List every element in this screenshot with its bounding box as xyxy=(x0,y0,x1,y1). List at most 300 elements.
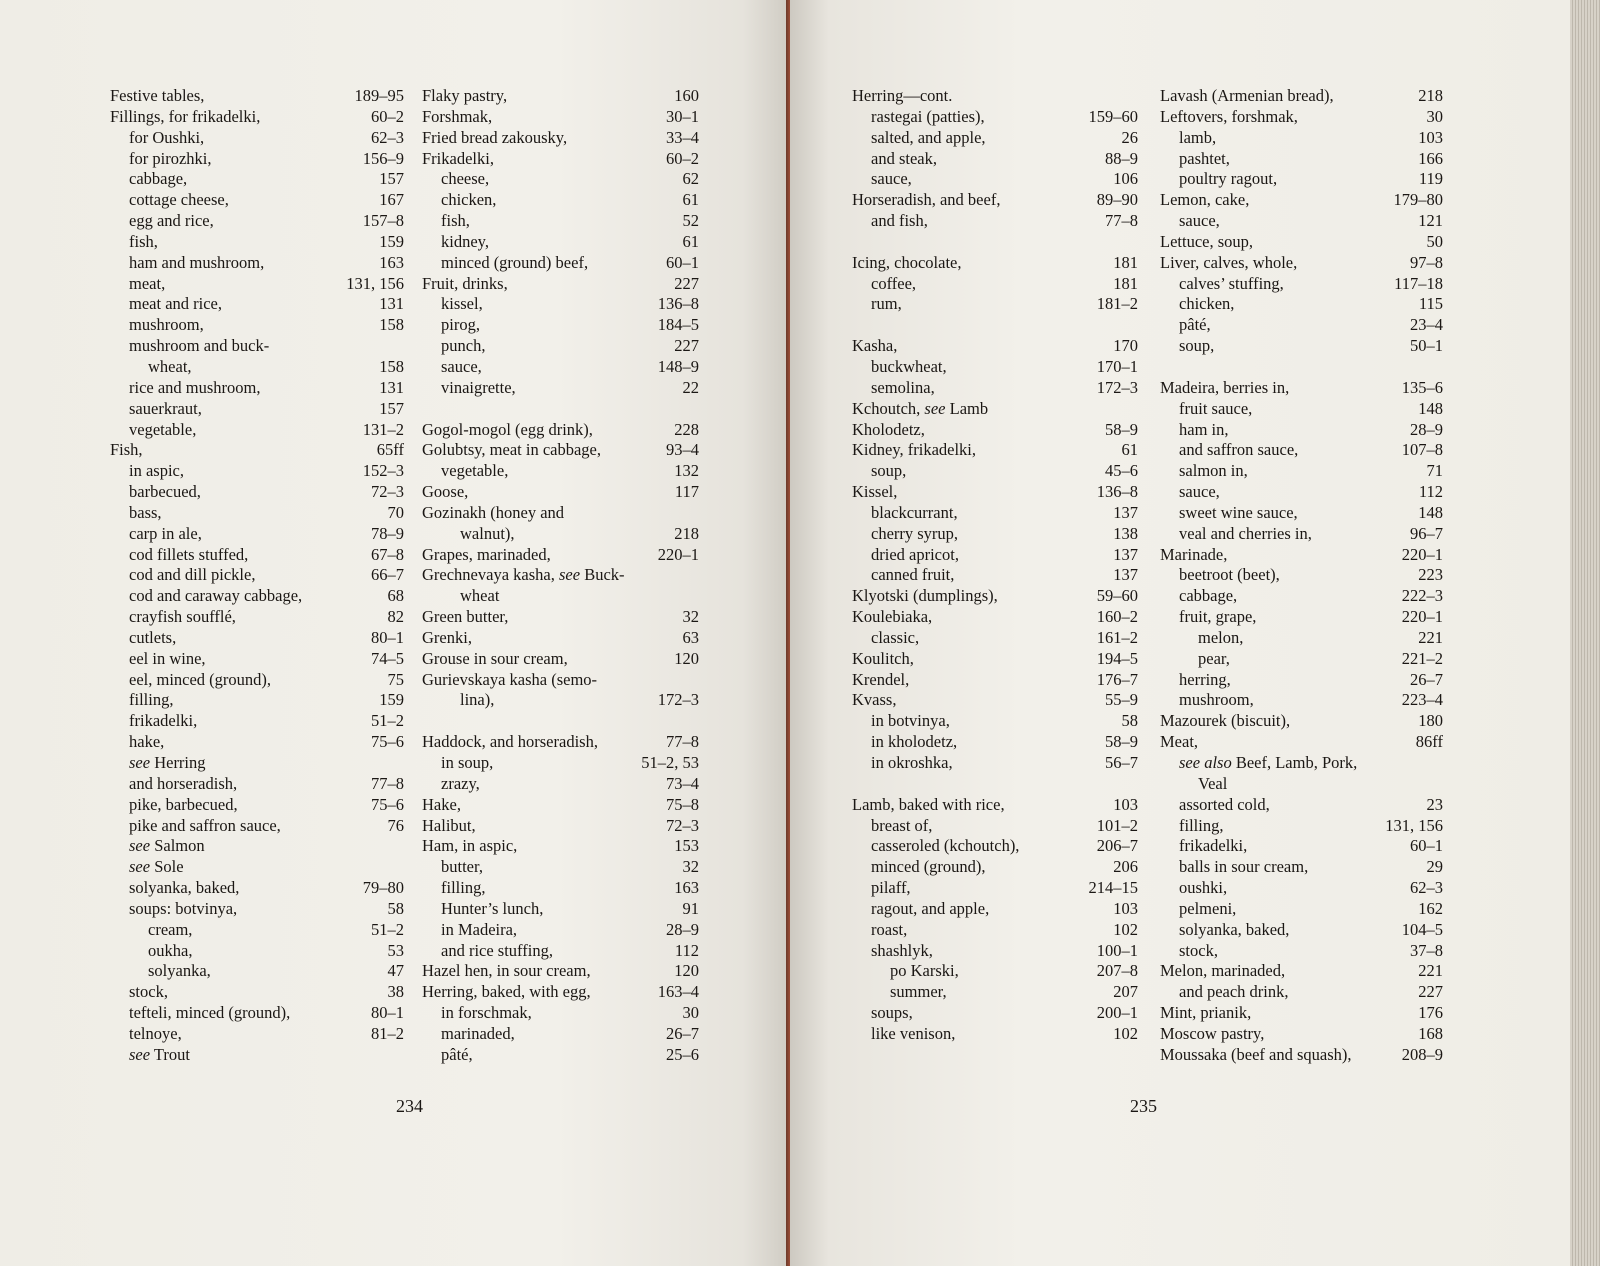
index-entry xyxy=(852,774,1138,795)
index-page-ref: 96–7 xyxy=(1410,523,1443,543)
index-entry xyxy=(852,711,1138,732)
index-entry xyxy=(422,149,699,170)
index-term: lamb, xyxy=(1179,127,1217,147)
index-entry xyxy=(852,399,1138,420)
index-page-ref: 222–3 xyxy=(1401,586,1443,606)
index-entry xyxy=(422,941,699,962)
index-entry xyxy=(1160,711,1443,732)
index-entry xyxy=(852,816,1138,837)
index-page-ref: 58–9 xyxy=(1105,732,1138,752)
index-entry xyxy=(422,1024,699,1045)
index-entry xyxy=(1160,357,1443,378)
index-entry xyxy=(852,565,1138,586)
index-entry xyxy=(422,86,699,107)
index-entry xyxy=(1160,732,1443,753)
index-term: mushroom, xyxy=(1179,690,1254,710)
index-term: Kasha, xyxy=(852,336,898,356)
index-entry xyxy=(852,86,1138,107)
index-page-ref: 30 xyxy=(682,1003,699,1023)
index-term: meat, xyxy=(129,273,166,293)
index-page-ref: 206–7 xyxy=(1096,836,1138,856)
index-term: Lavash (Armenian bread), xyxy=(1160,86,1334,105)
index-term: bass, xyxy=(129,502,162,522)
index-term: Goose, xyxy=(422,482,469,502)
index-page-ref: 58–9 xyxy=(1105,419,1138,439)
index-term: in botvinya, xyxy=(871,711,950,731)
index-entry xyxy=(1160,190,1443,211)
index-term: minced (ground), xyxy=(871,857,986,877)
index-term: Haddock, and horseradish, xyxy=(422,732,598,752)
index-entry xyxy=(422,211,699,232)
index-page-ref: 131 xyxy=(379,294,404,314)
index-page-ref: 220–1 xyxy=(1401,607,1443,627)
index-page-ref: 131–2 xyxy=(362,419,404,439)
index-page-ref: 50–1 xyxy=(1410,336,1443,356)
index-entry xyxy=(422,232,699,253)
index-term: see Salmon xyxy=(129,836,205,856)
index-entry xyxy=(110,920,404,941)
index-page-ref: 181 xyxy=(1113,273,1138,293)
index-entry xyxy=(852,149,1138,170)
page-number-right: 235 xyxy=(1130,1096,1157,1116)
index-term: chicken, xyxy=(1179,294,1235,314)
index-term: Koulitch, xyxy=(852,648,914,668)
index-page-ref: 103 xyxy=(1113,898,1138,918)
index-entry xyxy=(422,670,699,691)
index-entry xyxy=(422,565,699,586)
index-term: Horseradish, and beef, xyxy=(852,190,1001,210)
index-entry xyxy=(110,565,404,586)
index-page-ref: 223–4 xyxy=(1401,690,1443,710)
index-term: roast, xyxy=(871,919,908,939)
index-entry xyxy=(422,690,699,711)
index-entry xyxy=(852,232,1138,253)
index-entry xyxy=(422,982,699,1003)
index-term: cheese, xyxy=(441,169,490,189)
index-page-ref: 62–3 xyxy=(371,127,404,147)
index-term: cottage cheese, xyxy=(129,190,229,210)
index-entry xyxy=(1160,961,1443,982)
index-entry xyxy=(422,524,699,545)
index-entry xyxy=(110,315,404,336)
index-entry xyxy=(110,649,404,670)
index-term: Kholodetz, xyxy=(852,419,925,439)
index-entry xyxy=(1160,107,1443,128)
index-entry xyxy=(110,232,404,253)
index-term: telnoye, xyxy=(129,1023,182,1043)
index-entry xyxy=(1160,878,1443,899)
index-page-ref: 157 xyxy=(379,398,404,418)
index-page-ref: 120 xyxy=(674,648,699,668)
index-entry xyxy=(422,899,699,920)
index-page-ref: 102 xyxy=(1113,919,1138,939)
index-term: Halibut, xyxy=(422,815,476,835)
index-entry xyxy=(1160,294,1443,315)
index-entry xyxy=(1160,816,1443,837)
index-page-ref: 194–5 xyxy=(1096,648,1138,668)
index-page-ref: 207–8 xyxy=(1096,961,1138,981)
index-entry xyxy=(852,607,1138,628)
index-page-ref: 72–3 xyxy=(666,815,699,835)
index-entry xyxy=(1160,857,1443,878)
index-term: soup, xyxy=(871,461,907,481)
index-term: pilaff, xyxy=(871,878,911,898)
index-page-ref: 55–9 xyxy=(1105,690,1138,710)
index-page-ref: 60–2 xyxy=(371,106,404,126)
index-term: crayfish soufflé, xyxy=(129,607,236,627)
index-page-ref: 136–8 xyxy=(1096,482,1138,502)
index-term: rastegai (patties), xyxy=(871,106,985,126)
index-entry xyxy=(1160,1024,1443,1045)
index-entry xyxy=(1160,524,1443,545)
index-term: mushroom, xyxy=(129,315,204,335)
index-page-ref: 77–8 xyxy=(1105,211,1138,231)
index-page-ref: 221–2 xyxy=(1401,648,1443,668)
index-page-ref: 131, 156 xyxy=(1385,815,1443,835)
index-entry xyxy=(422,628,699,649)
index-term: pike, barbecued, xyxy=(129,794,238,814)
index-entry xyxy=(852,482,1138,503)
index-page-ref: 23 xyxy=(1426,794,1443,814)
index-entry xyxy=(422,461,699,482)
index-page-ref: 223 xyxy=(1418,565,1443,585)
index-entry xyxy=(852,878,1138,899)
index-entry xyxy=(110,524,404,545)
index-entry xyxy=(110,253,404,274)
index-entry xyxy=(110,857,404,878)
index-term: see also Beef, Lamb, Pork, xyxy=(1179,753,1358,772)
index-column-right-2 xyxy=(1160,86,1443,1066)
index-page-ref: 220–1 xyxy=(657,544,699,564)
index-entry xyxy=(1160,586,1443,607)
index-entry xyxy=(422,378,699,399)
index-term: Leftovers, forshmak, xyxy=(1160,106,1298,126)
index-term: carp in ale, xyxy=(129,523,202,543)
index-page-ref: 73–4 xyxy=(666,773,699,793)
index-entry xyxy=(1160,920,1443,941)
index-term: in kholodetz, xyxy=(871,732,958,752)
index-page-ref: 176–7 xyxy=(1096,669,1138,689)
index-term: calves’ stuffing, xyxy=(1179,273,1284,293)
page-edges xyxy=(1570,0,1600,1266)
index-term: Herring, baked, with egg, xyxy=(422,982,591,1002)
index-entry xyxy=(110,420,404,441)
index-entry xyxy=(422,920,699,941)
index-page-ref: 153 xyxy=(674,836,699,856)
index-page-ref: 30–1 xyxy=(666,106,699,126)
index-page-ref: 71 xyxy=(1426,461,1443,481)
index-page-ref: 137 xyxy=(1113,544,1138,564)
index-page-ref: 157–8 xyxy=(362,211,404,231)
index-term: assorted cold, xyxy=(1179,794,1270,814)
index-page-ref: 68 xyxy=(387,586,404,606)
index-page-ref: 58 xyxy=(1121,711,1138,731)
index-page-ref: 115 xyxy=(1418,294,1443,314)
index-term: summer, xyxy=(890,982,947,1002)
index-term: chicken, xyxy=(441,190,497,210)
index-term: Fried bread zakousky, xyxy=(422,127,568,147)
index-entry xyxy=(852,545,1138,566)
index-term: shashlyk, xyxy=(871,940,933,960)
index-entry xyxy=(852,690,1138,711)
index-entry xyxy=(852,795,1138,816)
index-term: vegetable, xyxy=(441,461,509,481)
index-entry xyxy=(422,545,699,566)
index-page-ref: 80–1 xyxy=(371,1003,404,1023)
index-term: frikadelki, xyxy=(1179,836,1248,856)
index-entry xyxy=(852,586,1138,607)
index-entry xyxy=(852,732,1138,753)
index-page-ref: 170–1 xyxy=(1096,356,1138,376)
index-entry xyxy=(422,649,699,670)
index-term: Hazel hen, in sour cream, xyxy=(422,961,591,981)
index-entry xyxy=(1160,253,1443,274)
index-entry xyxy=(1160,232,1443,253)
index-page-ref: 138 xyxy=(1113,523,1138,543)
index-term: Green butter, xyxy=(422,607,509,627)
index-entry xyxy=(422,420,699,441)
right-page xyxy=(790,0,1570,1266)
index-page-ref: 120 xyxy=(674,961,699,981)
index-page-ref: 180 xyxy=(1418,711,1443,731)
index-entry xyxy=(852,357,1138,378)
index-entry xyxy=(422,253,699,274)
index-entry xyxy=(1160,274,1443,295)
index-entry xyxy=(852,190,1138,211)
index-page-ref: 22 xyxy=(682,377,699,397)
index-page-ref: 30 xyxy=(1426,106,1443,126)
index-term: walnut), xyxy=(460,523,515,543)
index-entry xyxy=(422,107,699,128)
index-entry xyxy=(1160,169,1443,190)
index-entry xyxy=(110,878,404,899)
index-term: fruit, grape, xyxy=(1179,607,1257,627)
index-term: and saffron sauce, xyxy=(1179,440,1299,460)
index-entry xyxy=(852,836,1138,857)
index-term: Kissel, xyxy=(852,482,898,502)
index-term: fish, xyxy=(129,231,158,251)
index-term: in okroshka, xyxy=(871,753,953,772)
index-entry xyxy=(1160,690,1443,711)
index-page-ref: 33–4 xyxy=(666,127,699,147)
index-entry xyxy=(110,711,404,732)
index-page-ref: 148 xyxy=(1418,398,1443,418)
index-entry xyxy=(1160,1045,1443,1066)
index-term: Golubtsy, meat in cabbage, xyxy=(422,440,602,460)
index-entry xyxy=(852,315,1138,336)
index-page-ref: 119 xyxy=(1418,169,1443,189)
index-page-ref: 80–1 xyxy=(371,627,404,647)
index-term: Icing, chocolate, xyxy=(852,252,962,272)
index-page-ref: 26 xyxy=(1121,127,1138,147)
index-page-ref: 161–2 xyxy=(1096,627,1138,647)
index-term: Moussaka (beef and squash), xyxy=(1160,1044,1352,1064)
index-page-ref: 214–15 xyxy=(1088,878,1138,898)
index-entry xyxy=(422,753,699,774)
index-page-ref: 218 xyxy=(674,523,699,543)
index-page-ref: 159 xyxy=(379,231,404,251)
index-page-ref: 62 xyxy=(682,169,699,189)
index-term: marinaded, xyxy=(441,1023,515,1043)
index-term: eel, minced (ground), xyxy=(129,669,272,689)
index-page-ref: 62–3 xyxy=(1410,878,1443,898)
index-entry xyxy=(852,961,1138,982)
index-entry xyxy=(852,1003,1138,1024)
index-entry xyxy=(1160,128,1443,149)
index-entry xyxy=(110,1024,404,1045)
index-page-ref: 72–3 xyxy=(371,482,404,502)
index-term: sauce, xyxy=(441,356,482,376)
index-term: rice and mushroom, xyxy=(129,377,261,397)
index-page-ref: 75 xyxy=(387,669,404,689)
index-term: and steak, xyxy=(871,148,937,168)
index-entry xyxy=(852,649,1138,670)
index-entry xyxy=(110,836,404,857)
index-term: veal and cherries in, xyxy=(1179,523,1312,543)
index-term: rum, xyxy=(871,294,902,314)
index-page-ref: 168 xyxy=(1418,1023,1443,1043)
index-page-ref: 47 xyxy=(387,961,404,981)
index-page-ref: 91 xyxy=(682,898,699,918)
index-entry xyxy=(852,503,1138,524)
index-term: Koulebiaka, xyxy=(852,607,933,627)
index-term: ham and mushroom, xyxy=(129,252,265,272)
index-page-ref: 63 xyxy=(682,627,699,647)
index-term: zrazy, xyxy=(441,773,480,793)
index-page-ref: 70 xyxy=(387,502,404,522)
index-term: stock, xyxy=(1179,940,1218,960)
index-page-ref: 37–8 xyxy=(1410,940,1443,960)
index-term: in forschmak, xyxy=(441,1003,532,1023)
index-entry xyxy=(1160,649,1443,670)
index-entry xyxy=(852,378,1138,399)
index-entry xyxy=(110,670,404,691)
index-entry xyxy=(110,274,404,295)
index-entry xyxy=(422,482,699,503)
index-entry xyxy=(1160,86,1443,107)
index-term: stock, xyxy=(129,982,168,1002)
index-entry xyxy=(1160,753,1443,774)
index-term: soups, xyxy=(871,1003,913,1023)
index-entry xyxy=(110,774,404,795)
index-term: barbecued, xyxy=(129,482,201,502)
index-page-ref: 75–6 xyxy=(371,794,404,814)
index-entry xyxy=(852,670,1138,691)
index-term: and horseradish, xyxy=(129,773,238,793)
index-entry xyxy=(852,920,1138,941)
index-entry xyxy=(1160,420,1443,441)
index-page-ref: 51–2 xyxy=(371,919,404,939)
index-entry xyxy=(852,628,1138,649)
index-entry xyxy=(110,628,404,649)
index-page-ref: 181–2 xyxy=(1096,294,1138,314)
index-term: minced (ground) beef, xyxy=(441,252,589,272)
index-entry xyxy=(422,315,699,336)
index-term: filling, xyxy=(1179,815,1224,835)
index-page-ref: 166 xyxy=(1418,148,1443,168)
index-term: fruit sauce, xyxy=(1179,398,1253,418)
index-term: cutlets, xyxy=(129,627,177,647)
index-page-ref: 131, 156 xyxy=(346,273,404,293)
index-term: sauce, xyxy=(1179,211,1220,231)
index-page-ref: 137 xyxy=(1113,502,1138,522)
index-entry xyxy=(422,961,699,982)
index-term: filling, xyxy=(441,878,486,898)
index-entry xyxy=(852,857,1138,878)
index-page-ref: 75–6 xyxy=(371,732,404,752)
index-entry xyxy=(1160,315,1443,336)
index-entry xyxy=(852,941,1138,962)
index-entry xyxy=(1160,774,1443,795)
index-page-ref: 157 xyxy=(379,169,404,189)
index-entry xyxy=(110,503,404,524)
index-page-ref: 167 xyxy=(379,190,404,210)
index-page-ref: 160 xyxy=(674,86,699,105)
index-term: in soup, xyxy=(441,753,494,772)
index-term: hake, xyxy=(129,732,165,752)
index-page-ref: 121 xyxy=(1418,211,1443,231)
index-entry xyxy=(110,899,404,920)
index-page-ref: 56–7 xyxy=(1105,753,1138,772)
index-entry xyxy=(422,190,699,211)
index-entry xyxy=(422,857,699,878)
index-term: beetroot (beet), xyxy=(1179,565,1280,585)
index-page-ref: 61 xyxy=(682,190,699,210)
index-page-ref: 103 xyxy=(1418,127,1443,147)
index-term: for pirozhki, xyxy=(129,148,212,168)
index-page-ref: 25–6 xyxy=(666,1044,699,1064)
index-entry xyxy=(110,107,404,128)
index-page-ref: 23–4 xyxy=(1410,315,1443,335)
index-term: Mint, prianik, xyxy=(1160,1003,1252,1023)
index-entry xyxy=(422,357,699,378)
index-entry xyxy=(1160,1003,1443,1024)
index-term: Meat, xyxy=(1160,732,1199,752)
index-term: poultry ragout, xyxy=(1179,169,1278,189)
index-term: melon, xyxy=(1198,627,1244,647)
index-entry xyxy=(110,545,404,566)
index-page-ref: 160–2 xyxy=(1096,607,1138,627)
index-entry xyxy=(422,1003,699,1024)
index-entry xyxy=(852,274,1138,295)
index-entry xyxy=(110,753,404,774)
index-term: vegetable, xyxy=(129,419,197,439)
index-entry xyxy=(422,878,699,899)
index-entry xyxy=(1160,899,1443,920)
index-page-ref: 163–4 xyxy=(657,982,699,1002)
index-page-ref: 207 xyxy=(1113,982,1138,1002)
index-page-ref: 152–3 xyxy=(362,461,404,481)
index-term: Liver, calves, whole, xyxy=(1160,252,1298,272)
index-entry xyxy=(1160,336,1443,357)
index-entry xyxy=(110,357,404,378)
index-page-ref: 227 xyxy=(674,273,699,293)
index-entry xyxy=(110,795,404,816)
index-term: Fruit, drinks, xyxy=(422,273,508,293)
index-entry xyxy=(110,294,404,315)
index-term: pâté, xyxy=(441,1044,473,1064)
index-page-ref: 58 xyxy=(387,898,404,918)
index-page-ref: 148 xyxy=(1418,502,1443,522)
index-entry xyxy=(110,336,404,357)
index-term: breast of, xyxy=(871,815,933,835)
index-term: pelmeni, xyxy=(1179,898,1237,918)
index-entry xyxy=(1160,545,1443,566)
index-term: wheat, xyxy=(148,356,192,376)
index-entry xyxy=(1160,211,1443,232)
index-page-ref: 29 xyxy=(1426,857,1443,877)
index-term: blackcurrant, xyxy=(871,502,958,522)
